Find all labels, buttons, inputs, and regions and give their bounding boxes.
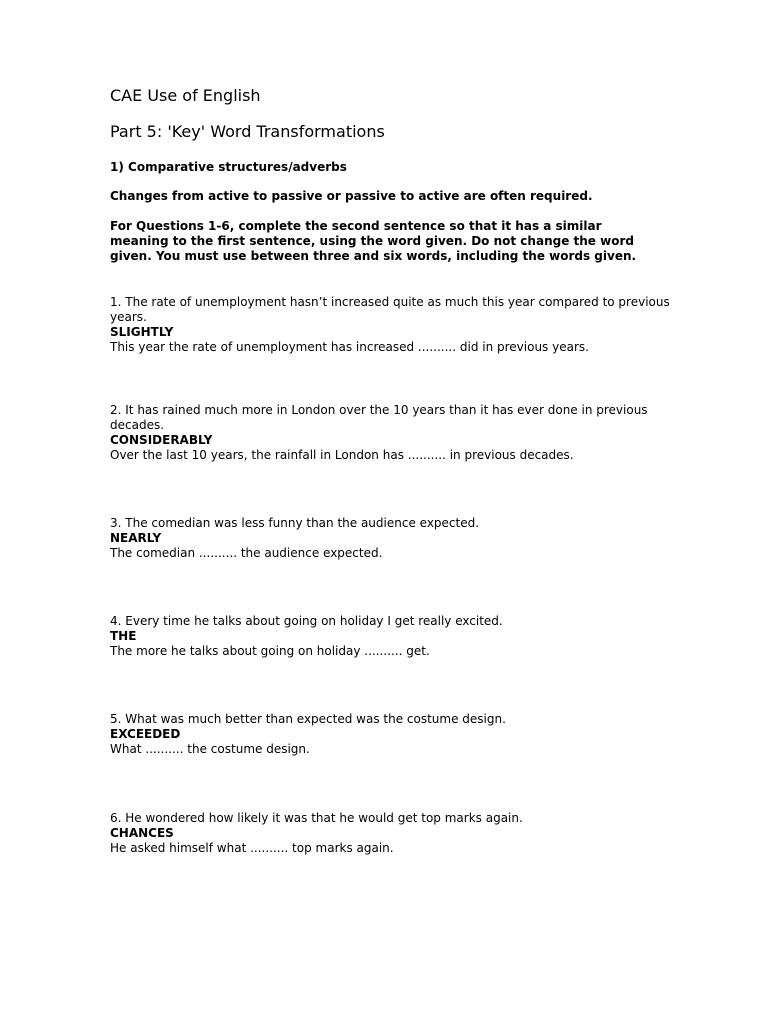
question-answer: The more he talks about going on holiday .......... get. xyxy=(110,644,430,658)
question-answer: He asked himself what .......... top marks again. xyxy=(110,841,394,855)
document-title: CAE Use of English xyxy=(110,86,261,105)
question-prompt: 4. Every time he talks about going on holiday I get really excited. xyxy=(110,614,503,628)
question-answer: The comedian .......... the audience expected. xyxy=(110,546,383,560)
question-keyword: NEARLY xyxy=(110,531,162,545)
question-3 xyxy=(110,516,670,561)
question-answer: This year the rate of unemployment has increased .......... did in previous years. xyxy=(110,340,589,354)
question-keyword: THE xyxy=(110,629,137,643)
instructions-text: For Questions 1-6, complete the second sentence so that it has a similar meaning to the first sentence, using the word given. Do not change the word given. You must use between three and six words, including the words given. xyxy=(110,219,637,263)
question-4 xyxy=(110,614,670,659)
section-heading: 1) Comparative structures/adverbs xyxy=(110,160,347,174)
question-6 xyxy=(110,811,670,856)
question-prompt: 5. What was much better than expected was the costume design. xyxy=(110,712,506,726)
question-keyword: EXCEEDED xyxy=(110,727,181,741)
question-2 xyxy=(110,403,670,463)
question-5 xyxy=(110,712,670,757)
question-keyword: SLIGHTLY xyxy=(110,325,174,339)
note-text: Changes from active to passive or passive to active are often required. xyxy=(110,189,593,203)
question-prompt: 6. He wondered how likely it was that he would get top marks again. xyxy=(110,811,523,825)
question-prompt: 3. The comedian was less funny than the audience expected. xyxy=(110,516,480,530)
question-answer: What .......... the costume design. xyxy=(110,742,310,756)
question-answer: Over the last 10 years, the rainfall in London has .......... in previous decades. xyxy=(110,448,574,462)
question-keyword: CONSIDERABLY xyxy=(110,433,213,447)
question-prompt: 1. The rate of unemployment hasn’t increased quite as much this year compared to previous years. xyxy=(110,295,670,324)
question-keyword: CHANCES xyxy=(110,826,174,840)
question-prompt: 2. It has rained much more in London over the 10 years than it has ever done in previous decades. xyxy=(110,403,648,432)
question-1 xyxy=(110,295,670,355)
part-heading: Part 5: 'Key' Word Transformations xyxy=(110,122,385,141)
